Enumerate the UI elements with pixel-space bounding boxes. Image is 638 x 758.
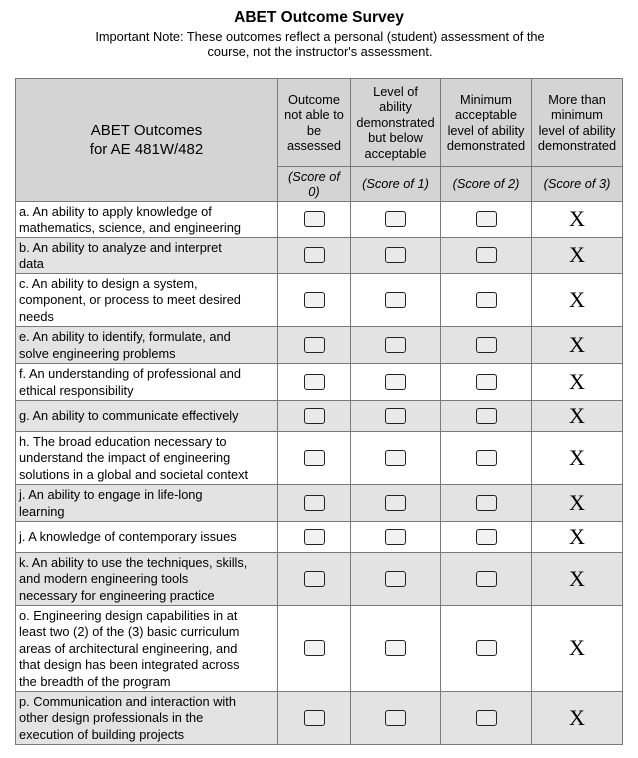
header-below-acceptable: Level of ability demonstrated but below acceptable <box>351 79 441 167</box>
score-3-cell <box>532 432 623 485</box>
table-row <box>16 238 623 274</box>
selected-mark[interactable]: X <box>569 286 585 312</box>
score-2-cell <box>441 692 532 745</box>
score-3-cell <box>532 327 623 364</box>
checkbox-icon[interactable] <box>385 374 406 390</box>
score-3-cell <box>532 202 623 238</box>
important-note <box>40 29 600 59</box>
score-2-label: (Score of 2) <box>441 167 532 202</box>
score-2-cell <box>441 401 532 432</box>
checkbox-icon[interactable] <box>476 529 497 545</box>
note-line-2: course, not the instructor's assessment. <box>207 44 433 59</box>
score-1-cell <box>351 401 441 432</box>
checkbox-icon[interactable] <box>476 211 497 227</box>
score-2-cell <box>441 364 532 401</box>
checkbox-icon[interactable] <box>476 571 497 587</box>
score-1-cell <box>351 522 441 553</box>
selected-mark[interactable]: X <box>569 489 585 515</box>
score-2-cell <box>441 238 532 274</box>
selected-mark[interactable]: X <box>569 402 585 428</box>
score-0-cell <box>278 522 351 553</box>
checkbox-icon[interactable] <box>304 408 325 424</box>
score-2-cell <box>441 553 532 606</box>
selected-mark[interactable]: X <box>569 523 585 549</box>
header-more-than-minimum: More than minimum level of ability demonstrated <box>532 79 623 167</box>
score-1-cell <box>351 364 441 401</box>
score-2-cell <box>441 432 532 485</box>
score-0-cell <box>278 202 351 238</box>
score-1-cell <box>351 327 441 364</box>
selected-mark[interactable]: X <box>569 206 585 231</box>
selected-mark[interactable]: X <box>569 704 585 730</box>
score-0-cell <box>278 238 351 274</box>
selected-mark[interactable]: X <box>569 242 585 267</box>
score-0-label: (Score of 0) <box>278 167 351 202</box>
score-0-cell <box>278 401 351 432</box>
outcome-table <box>15 78 623 745</box>
checkbox-icon[interactable] <box>385 247 406 263</box>
score-1-cell <box>351 606 441 692</box>
score-1-cell <box>351 485 441 522</box>
table-row <box>16 432 623 485</box>
score-1-cell <box>351 553 441 606</box>
outcome-label: j. A knowledge of contemporary issues <box>16 522 278 553</box>
checkbox-icon[interactable] <box>476 495 497 511</box>
checkbox-icon[interactable] <box>304 710 325 726</box>
score-0-cell <box>278 606 351 692</box>
score-3-cell <box>532 692 623 745</box>
outcome-label: o. Engineering design capabilities in at least two (2) of the (3) basic curriculum areas of architectural engineering, and that design has been integrated across the breadth of the program <box>16 606 278 692</box>
score-0-cell <box>278 432 351 485</box>
score-1-cell <box>351 274 441 327</box>
score-2-cell <box>441 606 532 692</box>
outcome-label: j. An ability to engage in life-long learning <box>16 485 278 522</box>
table-row <box>16 692 623 745</box>
outcome-label: p. Communication and interaction with other design professionals in the execution of building projects <box>16 692 278 745</box>
checkbox-icon[interactable] <box>304 529 325 545</box>
checkbox-icon[interactable] <box>385 292 406 308</box>
outcome-label: c. An ability to design a system, component, or process to meet desired needs <box>16 274 278 327</box>
score-3-cell <box>532 274 623 327</box>
checkbox-icon[interactable] <box>304 211 325 227</box>
score-3-label: (Score of 3) <box>532 167 623 202</box>
checkbox-icon[interactable] <box>476 374 497 390</box>
score-2-cell <box>441 485 532 522</box>
header-minimum-acceptable: Minimum acceptable level of ability demonstrated <box>441 79 532 167</box>
score-0-cell <box>278 485 351 522</box>
checkbox-icon[interactable] <box>304 292 325 308</box>
score-3-cell <box>532 364 623 401</box>
checkbox-icon[interactable] <box>385 408 406 424</box>
outcome-label: g. An ability to communicate effectively <box>16 401 278 432</box>
outcome-label: a. An ability to apply knowledge of mathematics, science, and engineering <box>16 202 278 238</box>
checkbox-icon[interactable] <box>476 247 497 263</box>
checkbox-icon[interactable] <box>385 450 406 466</box>
outcome-label: f. An understanding of professional and ethical responsibility <box>16 364 278 401</box>
score-3-cell <box>532 522 623 553</box>
score-3-cell <box>532 606 623 692</box>
checkbox-icon[interactable] <box>476 640 497 656</box>
score-1-cell <box>351 692 441 745</box>
selected-mark[interactable]: X <box>569 565 585 591</box>
checkbox-icon[interactable] <box>385 337 406 353</box>
selected-mark[interactable]: X <box>569 635 585 660</box>
checkbox-icon[interactable] <box>304 640 325 656</box>
outcome-label: k. An ability to use the techniques, skills, and modern engineering tools necessary for engineering practice <box>16 553 278 606</box>
score-3-cell <box>532 485 623 522</box>
checkbox-icon[interactable] <box>385 495 406 511</box>
table-row <box>16 202 623 238</box>
checkbox-icon[interactable] <box>304 450 325 466</box>
selected-mark[interactable]: X <box>569 444 585 470</box>
score-0-cell <box>278 553 351 606</box>
score-1-cell <box>351 432 441 485</box>
checkbox-icon[interactable] <box>304 571 325 587</box>
checkbox-icon[interactable] <box>385 211 406 227</box>
score-3-cell <box>532 238 623 274</box>
score-3-cell <box>532 401 623 432</box>
checkbox-icon[interactable] <box>476 710 497 726</box>
score-2-cell <box>441 274 532 327</box>
checkbox-icon[interactable] <box>476 450 497 466</box>
score-0-cell <box>278 364 351 401</box>
score-1-cell <box>351 202 441 238</box>
selected-mark[interactable]: X <box>569 331 585 357</box>
header-not-assessed: Outcome not able to be assessed <box>278 79 351 167</box>
table-row <box>16 327 623 364</box>
score-0-cell <box>278 692 351 745</box>
table-row <box>16 485 623 522</box>
checkbox-icon[interactable] <box>304 337 325 353</box>
checkbox-icon[interactable] <box>304 247 325 263</box>
checkbox-icon[interactable] <box>476 408 497 424</box>
table-row <box>16 274 623 327</box>
survey-title: ABET Outcome Survey <box>234 9 404 26</box>
score-2-cell <box>441 327 532 364</box>
checkbox-icon[interactable] <box>476 292 497 308</box>
note-line-1: Important Note: These outcomes reflect a personal (student) assessment of the <box>95 29 545 44</box>
table-row <box>16 606 623 692</box>
outcome-label: h. The broad education necessary to understand the impact of engineering solutions in a global and societal context <box>16 432 278 485</box>
checkbox-icon[interactable] <box>385 529 406 545</box>
score-0-cell <box>278 274 351 327</box>
header-outcomes: ABET Outcomes for AE 481W/482 <box>16 79 278 202</box>
score-2-cell <box>441 522 532 553</box>
score-1-label: (Score of 1) <box>351 167 441 202</box>
table-row <box>16 553 623 606</box>
checkbox-icon[interactable] <box>385 710 406 726</box>
checkbox-icon[interactable] <box>304 495 325 511</box>
checkbox-icon[interactable] <box>385 571 406 587</box>
checkbox-icon[interactable] <box>476 337 497 353</box>
outcome-label: b. An ability to analyze and interpret data <box>16 238 278 274</box>
score-0-cell <box>278 327 351 364</box>
checkbox-icon[interactable] <box>304 374 325 390</box>
score-2-cell <box>441 202 532 238</box>
selected-mark[interactable]: X <box>569 368 585 394</box>
table-row <box>16 364 623 401</box>
checkbox-icon[interactable] <box>385 640 406 656</box>
score-1-cell <box>351 238 441 274</box>
outcome-label: e. An ability to identify, formulate, and solve engineering problems <box>16 327 278 364</box>
score-3-cell <box>532 553 623 606</box>
table-row <box>16 401 623 432</box>
table-row <box>16 522 623 553</box>
